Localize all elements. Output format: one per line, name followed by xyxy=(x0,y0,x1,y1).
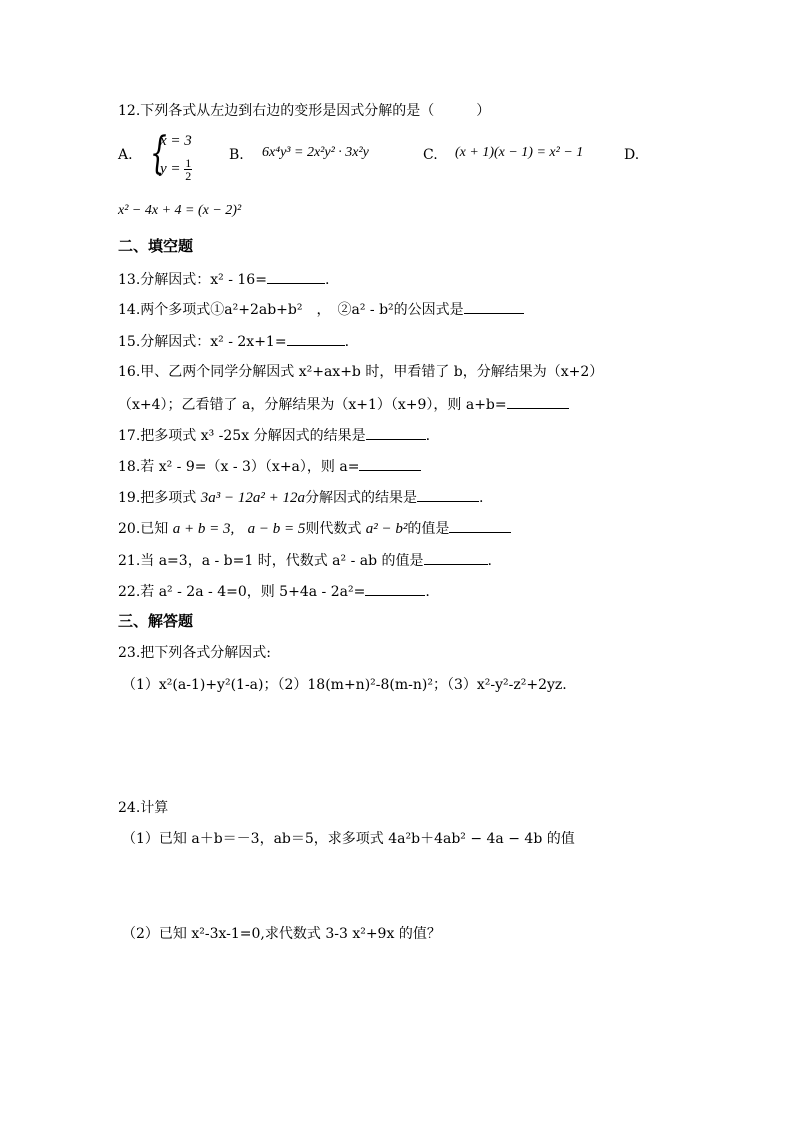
option-d-label: D. xyxy=(624,147,640,163)
math-expression: a − b = 5 xyxy=(247,521,306,537)
left-brace-icon: { xyxy=(150,128,167,179)
question-16-line-2: （x+4）；乙看错了 a，分解结果为（x+1）（x+9），则 a+b= xyxy=(118,394,569,415)
answer-blank[interactable] xyxy=(267,269,325,284)
answer-blank[interactable] xyxy=(359,456,421,471)
question-16-line-1: 16.甲、乙两个同学分解因式 x²+ax+b 时，甲看错了 b，分解结果为（x+2） xyxy=(118,364,604,380)
question-20: 20.已知 a + b = 3, a − b = 5则代数式 a² − b²的值是 xyxy=(118,518,511,539)
section-fill-in-title: 二、填空题 xyxy=(118,237,194,255)
math-expression: a + b = 3, xyxy=(172,521,235,537)
question-18: 18.若 x² - 9=（x - 3）（x+a），则 a= xyxy=(118,456,421,477)
question-22: 22.若 a² - 2a - 4=0，则 5+4a - 2a²= . xyxy=(118,581,430,602)
question-24-part-1: （1）已知 a＋b＝－3，ab＝5，求多项式 4a²b＋4ab² − 4a − 4b 的值 xyxy=(122,831,575,847)
option-a-equation-2: y = $\frac{1}{2}$ xyxy=(160,156,192,183)
question-12-stem: 12.下列各式从左边到右边的变形是因式分解的是（ ） xyxy=(118,103,491,119)
option-c-expression: (x + 1)(x − 1) = x² − 1 xyxy=(455,145,584,160)
option-c-label: C. xyxy=(423,147,438,163)
question-21: 21.当 a=3，a - b=1 时，代数式 a² - ab 的值是 . xyxy=(118,550,492,571)
answer-blank[interactable] xyxy=(287,331,345,346)
question-23-stem: 23.把下列各式分解因式: xyxy=(118,645,271,661)
option-a-equation-1: x = 3 xyxy=(160,133,192,149)
option-d-expression: x² − 4x + 4 = (x − 2)² xyxy=(118,203,242,218)
option-a-label: A. xyxy=(118,147,133,163)
math-expression: 3a³ − 12a² + 12a xyxy=(200,490,305,506)
fraction: $\frac{1}{2}$ xyxy=(185,156,192,183)
question-19: 19.把多项式 3a³ − 12a² + 12a分解因式的结果是 . xyxy=(118,487,483,508)
answer-blank[interactable] xyxy=(417,487,479,502)
section-answer-title: 三、解答题 xyxy=(118,612,194,630)
answer-blank[interactable] xyxy=(464,299,524,314)
question-24-stem: 24.计算 xyxy=(118,800,169,816)
option-b-label: B. xyxy=(229,147,244,163)
question-15: 15.分解因式：x² - 2x+1= . xyxy=(118,331,349,352)
answer-blank[interactable] xyxy=(449,518,511,533)
answer-blank[interactable] xyxy=(366,425,426,440)
math-expression: a² − b² xyxy=(365,521,408,537)
question-17: 17.把多项式 x³ -25x 分解因式的结果是 . xyxy=(118,425,430,446)
option-a-equation-system xyxy=(150,128,200,185)
question-13: 13.分解因式：x² - 16= . xyxy=(118,269,329,290)
answer-blank[interactable] xyxy=(365,581,425,596)
question-24-part-2: （2）已知 x²-3x-1=0,求代数式 3-3 x²+9x 的值？ xyxy=(122,926,441,942)
option-b-expression: 6x⁴y³ = 2x²y² · 3x²y xyxy=(262,145,369,160)
answer-blank[interactable] xyxy=(507,394,569,409)
question-14: 14.两个多项式①a²+2ab+b² ， ②a² - b²的公因式是 xyxy=(118,299,524,320)
answer-blank[interactable] xyxy=(424,550,488,565)
question-23-parts: （1）x²(a-1)+y²(1-a)；（2）18(m+n)²-8(m-n)²；（3）x²-y²-z²+2yz. xyxy=(122,677,567,693)
